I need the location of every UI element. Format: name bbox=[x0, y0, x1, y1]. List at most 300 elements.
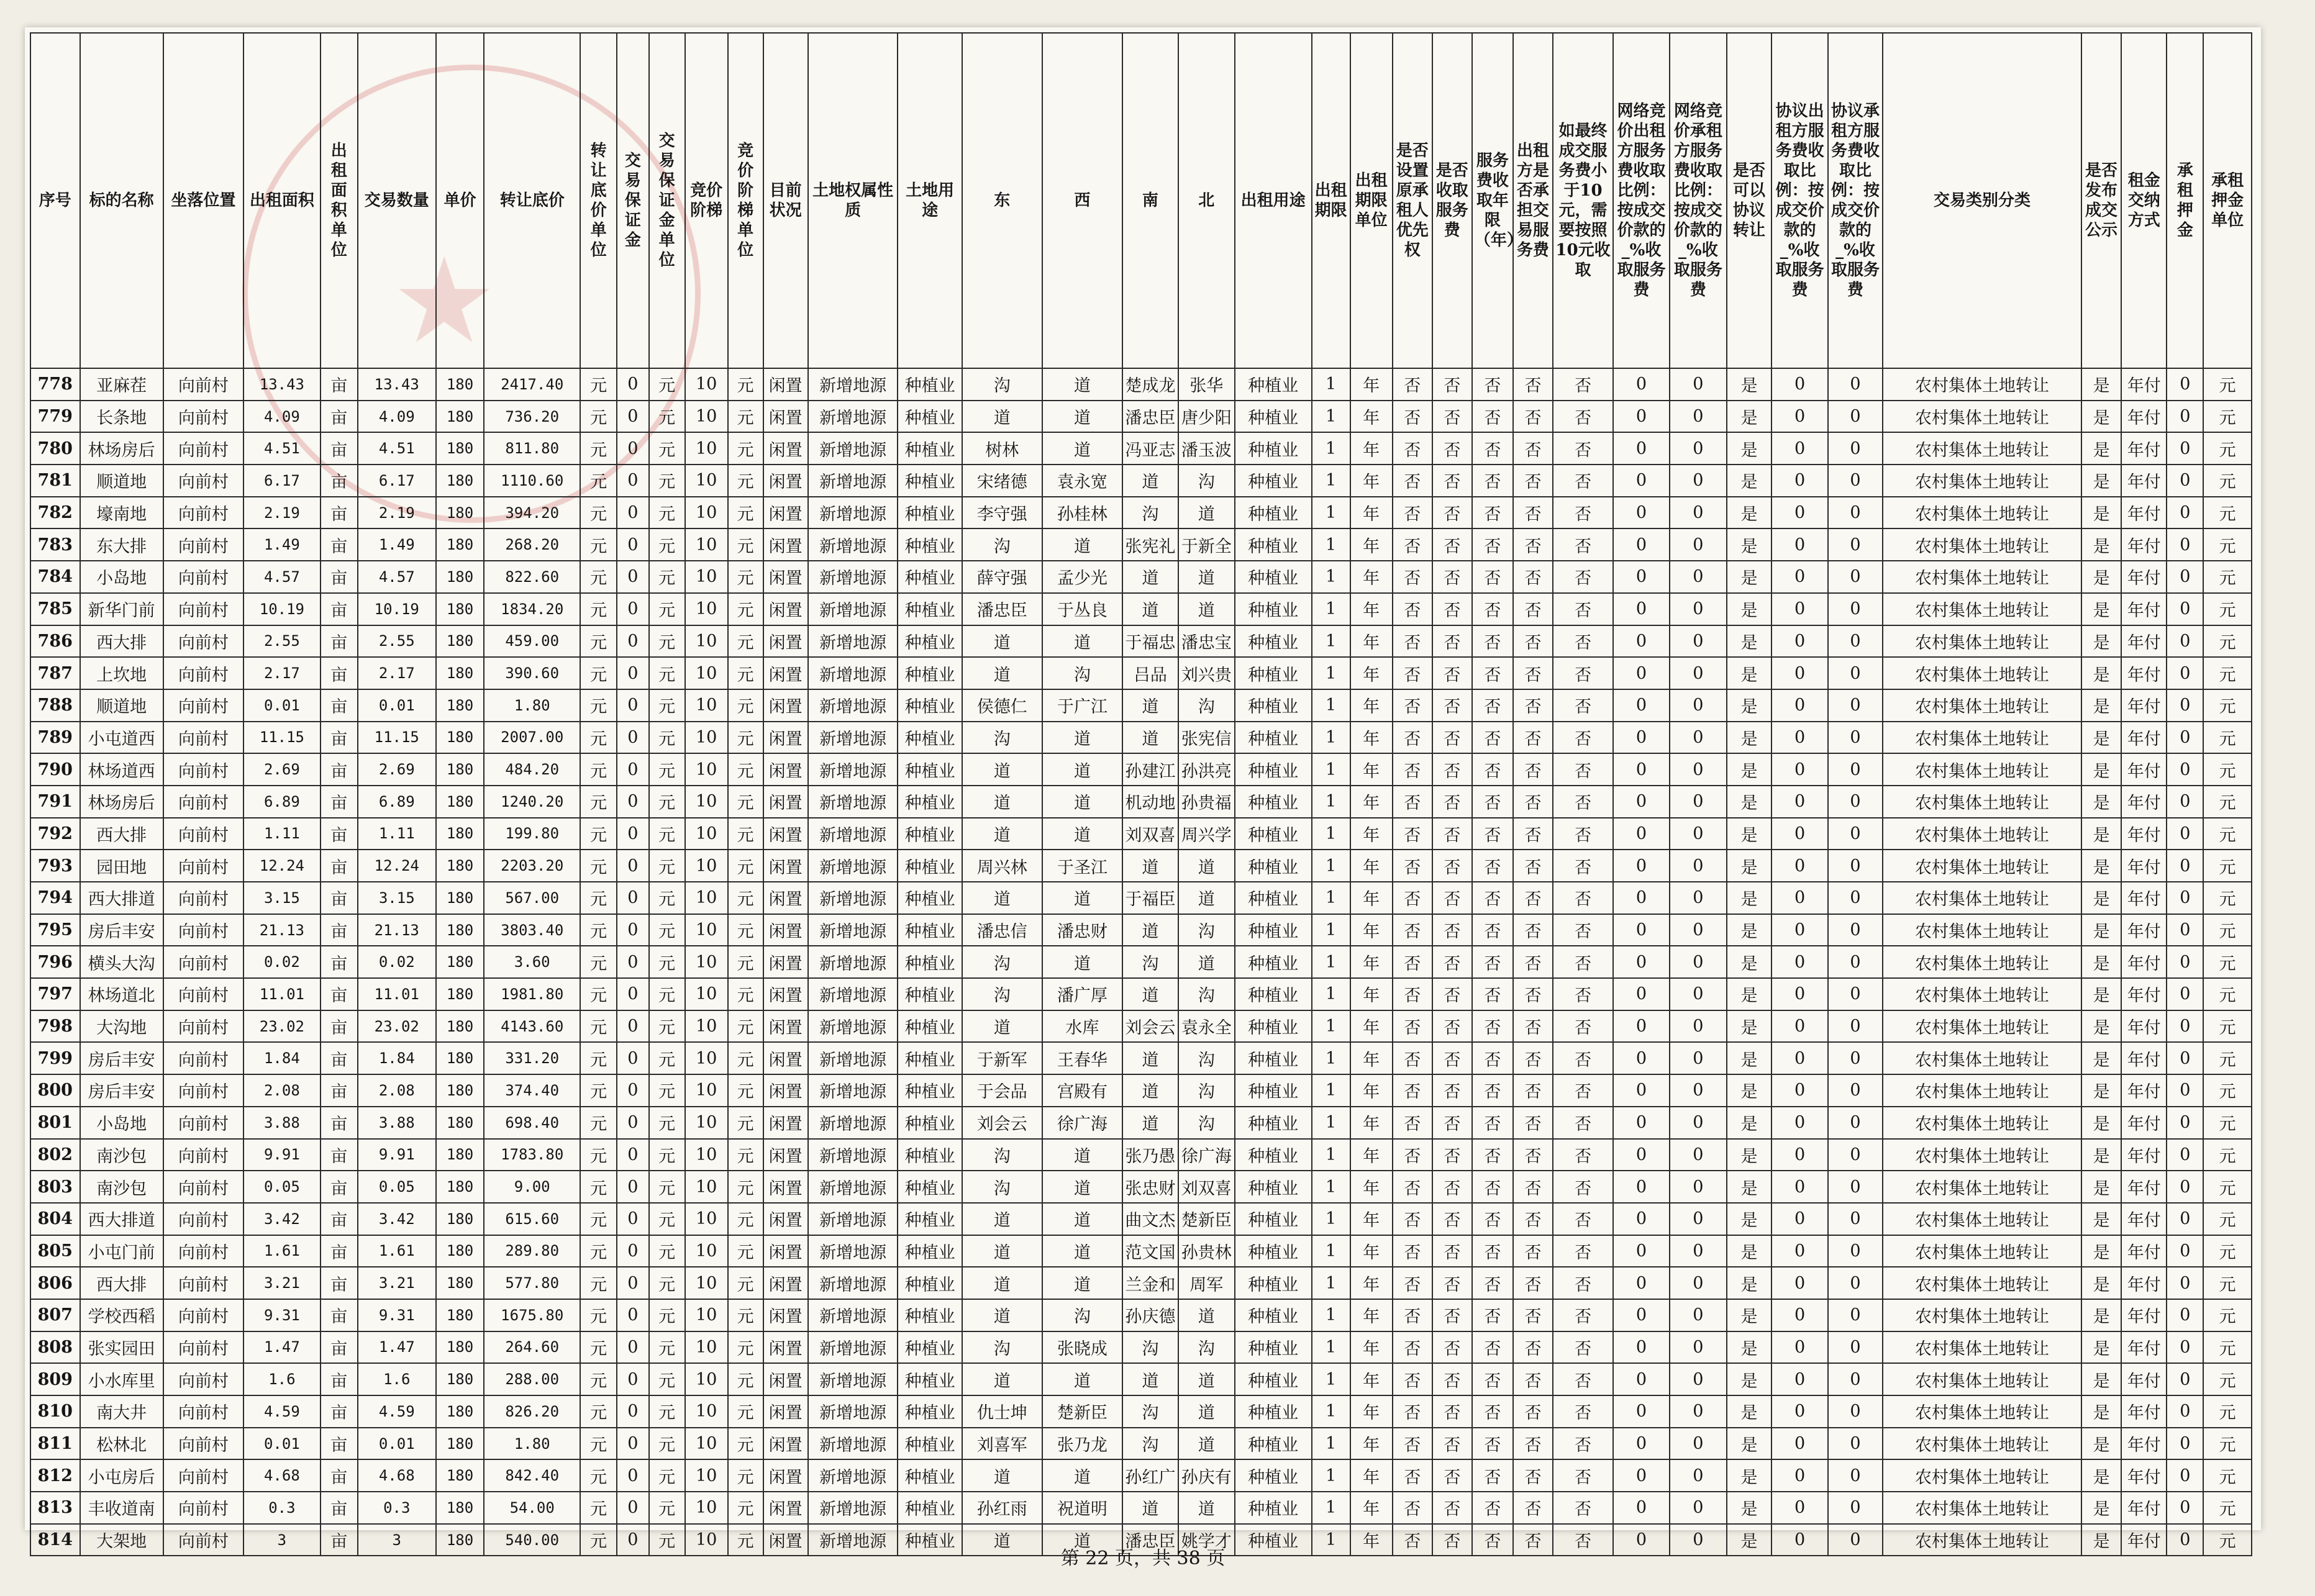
table-cell: 沟 bbox=[962, 946, 1042, 978]
table-cell: 是 bbox=[1727, 561, 1771, 593]
table-cell: 元 bbox=[649, 657, 685, 689]
table-cell: 是 bbox=[1727, 1524, 1771, 1556]
table-cell: 0 bbox=[1670, 914, 1727, 946]
table-cell: 0 bbox=[1670, 432, 1727, 465]
table-cell: 否 bbox=[1472, 401, 1513, 433]
table-cell: 0.3 bbox=[358, 1492, 436, 1524]
table-cell: 种植业 bbox=[898, 1042, 962, 1074]
table-cell: 潘忠宝 bbox=[1178, 625, 1235, 658]
table-cell: 10 bbox=[685, 432, 728, 465]
table-cell: 元 bbox=[649, 689, 685, 722]
table-cell: 0 bbox=[1828, 401, 1883, 433]
table-cell: 沟 bbox=[1178, 978, 1235, 1010]
table-cell: 1.6 bbox=[243, 1363, 321, 1395]
table-cell: 0 bbox=[1771, 786, 1828, 818]
table-cell: 是 bbox=[1727, 818, 1771, 850]
table-cell: 新增地源 bbox=[808, 561, 898, 593]
table-cell: 否 bbox=[1513, 1171, 1553, 1203]
table-cell: 否 bbox=[1513, 1524, 1553, 1556]
table-cell: 1981.80 bbox=[484, 978, 580, 1010]
table-cell: 南沙包 bbox=[80, 1171, 163, 1203]
table-cell: 道 bbox=[962, 401, 1042, 433]
table-cell: 1 bbox=[1312, 1074, 1350, 1107]
table-cell: 元 bbox=[649, 786, 685, 818]
table-cell: 是 bbox=[1727, 850, 1771, 882]
table-cell: 0 bbox=[617, 882, 649, 914]
table-cell: 元 bbox=[649, 850, 685, 882]
table-cell: 种植业 bbox=[898, 1331, 962, 1364]
table-cell: 元 bbox=[649, 528, 685, 561]
table-cell: 向前村 bbox=[163, 786, 243, 818]
table-cell: 潘忠臣 bbox=[1122, 1524, 1178, 1556]
table-cell: 向前村 bbox=[163, 657, 243, 689]
table-cell: 元 bbox=[2203, 1428, 2252, 1460]
table-cell: 否 bbox=[1393, 1010, 1432, 1043]
table-cell: 否 bbox=[1393, 818, 1432, 850]
table-cell: 0 bbox=[1670, 1492, 1727, 1524]
table-cell: 否 bbox=[1513, 432, 1553, 465]
table-cell: 薛守强 bbox=[962, 561, 1042, 593]
table-cell: 农村集体土地转让 bbox=[1883, 593, 2081, 625]
table-cell: 否 bbox=[1553, 1042, 1613, 1074]
table-cell: 种植业 bbox=[1235, 1363, 1312, 1395]
table-cell: 道 bbox=[1042, 1524, 1122, 1556]
table-cell: 0 bbox=[2167, 1299, 2203, 1331]
table-cell: 811.80 bbox=[484, 432, 580, 465]
table-cell: 元 bbox=[649, 1395, 685, 1428]
table-cell: 3.15 bbox=[358, 882, 436, 914]
table-cell: 180 bbox=[436, 1299, 484, 1331]
table-cell: 向前村 bbox=[163, 914, 243, 946]
table-cell: 元 bbox=[580, 657, 617, 689]
table-cell: 否 bbox=[1513, 497, 1553, 529]
table-cell: 10 bbox=[685, 625, 728, 658]
table-cell: 否 bbox=[1513, 1235, 1553, 1267]
table-cell: 年付 bbox=[2121, 497, 2167, 529]
table-cell: 否 bbox=[1472, 1171, 1513, 1203]
table-cell: 1 bbox=[1312, 528, 1350, 561]
table-cell: 闲置 bbox=[763, 1267, 808, 1299]
table-cell: 0 bbox=[1828, 1363, 1883, 1395]
table-cell: 元 bbox=[728, 882, 763, 914]
table-cell: 元 bbox=[580, 401, 617, 433]
table-cell: 0 bbox=[1771, 528, 1828, 561]
table-cell: 新增地源 bbox=[808, 1235, 898, 1267]
table-cell: 否 bbox=[1553, 465, 1613, 497]
table-cell: 0 bbox=[1670, 1107, 1727, 1139]
table-cell: 年 bbox=[1350, 850, 1393, 882]
table-cell: 390.60 bbox=[484, 657, 580, 689]
table-cell: 11.15 bbox=[358, 722, 436, 754]
table-cell: 0 bbox=[1613, 818, 1670, 850]
table-cell: 农村集体土地转让 bbox=[1883, 561, 2081, 593]
table-cell: 元 bbox=[2203, 1139, 2252, 1171]
table-cell: 李守强 bbox=[962, 497, 1042, 529]
table-cell: 年付 bbox=[2121, 1459, 2167, 1492]
table-cell: 新增地源 bbox=[808, 818, 898, 850]
table-cell: 0 bbox=[1613, 1171, 1670, 1203]
table-cell: 元 bbox=[2203, 850, 2252, 882]
table-cell: 元 bbox=[580, 1139, 617, 1171]
table-cell: 种植业 bbox=[1235, 1267, 1312, 1299]
table-cell: 元 bbox=[580, 1042, 617, 1074]
table-cell: 新增地源 bbox=[808, 401, 898, 433]
table-cell: 刘双喜 bbox=[1178, 1171, 1235, 1203]
table-cell: 否 bbox=[1472, 657, 1513, 689]
table-cell: 农村集体土地转让 bbox=[1883, 1203, 2081, 1235]
table-cell: 农村集体土地转让 bbox=[1883, 1171, 2081, 1203]
table-cell: 10 bbox=[685, 1492, 728, 1524]
table-cell: 0 bbox=[1613, 1428, 1670, 1460]
table-cell: 否 bbox=[1472, 722, 1513, 754]
table-cell: 否 bbox=[1393, 1139, 1432, 1171]
table-cell: 0.01 bbox=[358, 1428, 436, 1460]
table-cell: 闲置 bbox=[763, 1171, 808, 1203]
table-cell: 10 bbox=[685, 657, 728, 689]
table-cell: 新增地源 bbox=[808, 465, 898, 497]
table-cell: 0 bbox=[1670, 1428, 1727, 1460]
table-cell: 是 bbox=[1727, 786, 1771, 818]
table-cell: 783 bbox=[30, 528, 80, 561]
table-cell: 0 bbox=[617, 978, 649, 1010]
table-cell: 0 bbox=[617, 1139, 649, 1171]
table-cell: 811 bbox=[30, 1428, 80, 1460]
table-cell: 0 bbox=[1670, 465, 1727, 497]
table-cell: 壕南地 bbox=[80, 497, 163, 529]
table-cell: 年付 bbox=[2121, 689, 2167, 722]
table-cell: 180 bbox=[436, 978, 484, 1010]
table-cell: 年付 bbox=[2121, 722, 2167, 754]
table-cell: 元 bbox=[728, 1428, 763, 1460]
table-cell: 1 bbox=[1312, 1428, 1350, 1460]
table-cell: 780 bbox=[30, 432, 80, 465]
table-cell: 是 bbox=[1727, 882, 1771, 914]
table-cell: 1 bbox=[1312, 850, 1350, 882]
table-cell: 闲置 bbox=[763, 1235, 808, 1267]
table-cell: 否 bbox=[1472, 1363, 1513, 1395]
table-cell: 新增地源 bbox=[808, 1459, 898, 1492]
table-cell: 否 bbox=[1553, 786, 1613, 818]
table-cell: 否 bbox=[1472, 946, 1513, 978]
table-cell: 否 bbox=[1393, 914, 1432, 946]
table-cell: 1.6 bbox=[358, 1363, 436, 1395]
table-cell: 788 bbox=[30, 689, 80, 722]
table-cell: 0.05 bbox=[358, 1171, 436, 1203]
table-cell: 否 bbox=[1513, 1139, 1553, 1171]
column-header: 服务费收取年限（年） bbox=[1472, 33, 1513, 368]
table-cell: 是 bbox=[2081, 946, 2121, 978]
table-cell: 否 bbox=[1393, 368, 1432, 401]
table-cell: 种植业 bbox=[898, 528, 962, 561]
table-cell: 否 bbox=[1432, 1492, 1472, 1524]
column-header: 出租方是否承担交易服务费 bbox=[1513, 33, 1553, 368]
column-header: 土地权属性质 bbox=[808, 33, 898, 368]
table-cell: 闲置 bbox=[763, 786, 808, 818]
table-cell: 道 bbox=[1122, 689, 1178, 722]
table-cell: 0 bbox=[1771, 1171, 1828, 1203]
table-cell: 道 bbox=[1178, 1395, 1235, 1428]
table-cell: 道 bbox=[1178, 561, 1235, 593]
table-cell: 种植业 bbox=[1235, 368, 1312, 401]
table-cell: 1.61 bbox=[243, 1235, 321, 1267]
table-cell: 0 bbox=[1670, 786, 1727, 818]
seal-star-icon: ★ bbox=[391, 232, 498, 370]
table-cell: 道 bbox=[1042, 882, 1122, 914]
table-cell: 否 bbox=[1432, 528, 1472, 561]
table-cell: 道 bbox=[1042, 1235, 1122, 1267]
table-cell: 10 bbox=[685, 914, 728, 946]
table-cell: 否 bbox=[1432, 1107, 1472, 1139]
land-transfer-table bbox=[30, 32, 2252, 1556]
table-cell: 孙庆德 bbox=[1122, 1299, 1178, 1331]
table-cell: 0 bbox=[1771, 1395, 1828, 1428]
table-cell: 0 bbox=[1828, 753, 1883, 786]
table-cell: 9.91 bbox=[358, 1139, 436, 1171]
table-cell: 否 bbox=[1393, 689, 1432, 722]
table-cell: 180 bbox=[436, 497, 484, 529]
table-row bbox=[30, 1331, 2252, 1364]
table-cell: 亩 bbox=[321, 818, 358, 850]
table-cell: 道 bbox=[962, 786, 1042, 818]
table-cell: 是 bbox=[2081, 1492, 2121, 1524]
table-cell: 种植业 bbox=[1235, 882, 1312, 914]
table-cell: 180 bbox=[436, 1107, 484, 1139]
table-cell: 元 bbox=[2203, 1074, 2252, 1107]
table-cell: 10 bbox=[685, 946, 728, 978]
table-cell: 元 bbox=[728, 914, 763, 946]
table-cell: 1 bbox=[1312, 753, 1350, 786]
table-cell: 农村集体土地转让 bbox=[1883, 1459, 2081, 1492]
table-cell: 农村集体土地转让 bbox=[1883, 657, 2081, 689]
table-cell: 元 bbox=[2203, 625, 2252, 658]
table-cell: 否 bbox=[1553, 722, 1613, 754]
table-cell: 种植业 bbox=[898, 882, 962, 914]
table-cell: 否 bbox=[1553, 946, 1613, 978]
table-cell: 潘广厚 bbox=[1042, 978, 1122, 1010]
table-cell: 年付 bbox=[2121, 432, 2167, 465]
table-cell: 向前村 bbox=[163, 753, 243, 786]
table-cell: 0 bbox=[1613, 1074, 1670, 1107]
table-cell: 0 bbox=[2167, 528, 2203, 561]
table-cell: 0 bbox=[1670, 368, 1727, 401]
table-cell: 元 bbox=[580, 625, 617, 658]
table-cell: 元 bbox=[580, 561, 617, 593]
table-cell: 1.49 bbox=[243, 528, 321, 561]
table-cell: 0 bbox=[1771, 1235, 1828, 1267]
table-cell: 种植业 bbox=[898, 1524, 962, 1556]
table-cell: 0 bbox=[1670, 1524, 1727, 1556]
table-cell: 元 bbox=[649, 561, 685, 593]
table-cell: 道 bbox=[1042, 1363, 1122, 1395]
table-cell: 年付 bbox=[2121, 882, 2167, 914]
table-cell: 元 bbox=[649, 946, 685, 978]
table-cell: 否 bbox=[1432, 786, 1472, 818]
table-cell: 否 bbox=[1432, 1428, 1472, 1460]
table-cell: 元 bbox=[649, 1235, 685, 1267]
table-cell: 否 bbox=[1472, 1203, 1513, 1235]
table-cell: 农村集体土地转让 bbox=[1883, 1235, 2081, 1267]
table-cell: 种植业 bbox=[1235, 465, 1312, 497]
table-cell: 孙建江 bbox=[1122, 753, 1178, 786]
table-cell: 农村集体土地转让 bbox=[1883, 1363, 2081, 1395]
table-cell: 1 bbox=[1312, 1395, 1350, 1428]
table-cell: 于圣江 bbox=[1042, 850, 1122, 882]
table-cell: 9.00 bbox=[484, 1171, 580, 1203]
table-cell: 否 bbox=[1472, 625, 1513, 658]
table-cell: 0 bbox=[1613, 625, 1670, 658]
table-cell: 年付 bbox=[2121, 528, 2167, 561]
table-cell: 否 bbox=[1393, 432, 1432, 465]
table-cell: 否 bbox=[1513, 1428, 1553, 1460]
table-cell: 年付 bbox=[2121, 465, 2167, 497]
table-cell: 3.88 bbox=[243, 1107, 321, 1139]
table-cell: 6.17 bbox=[358, 465, 436, 497]
table-cell: 沟 bbox=[1122, 946, 1178, 978]
table-cell: 农村集体土地转让 bbox=[1883, 528, 2081, 561]
table-cell: 否 bbox=[1513, 1459, 1553, 1492]
table-cell: 10 bbox=[685, 368, 728, 401]
table-cell: 0 bbox=[2167, 1203, 2203, 1235]
table-cell: 种植业 bbox=[1235, 1171, 1312, 1203]
table-cell: 年 bbox=[1350, 657, 1393, 689]
table-cell: 向前村 bbox=[163, 465, 243, 497]
table-cell: 0 bbox=[1771, 497, 1828, 529]
table-cell: 180 bbox=[436, 1428, 484, 1460]
table-cell: 亩 bbox=[321, 657, 358, 689]
table-cell: 年 bbox=[1350, 1203, 1393, 1235]
table-cell: 786 bbox=[30, 625, 80, 658]
table-cell: 道 bbox=[1042, 625, 1122, 658]
table-cell: 新增地源 bbox=[808, 850, 898, 882]
table-cell: 0 bbox=[1771, 1363, 1828, 1395]
table-cell: 是 bbox=[1727, 368, 1771, 401]
table-cell: 元 bbox=[728, 722, 763, 754]
table-cell: 新增地源 bbox=[808, 1171, 898, 1203]
table-cell: 是 bbox=[1727, 528, 1771, 561]
table-cell: 3.21 bbox=[358, 1267, 436, 1299]
table-cell: 4.68 bbox=[243, 1459, 321, 1492]
table-cell: 沟 bbox=[962, 1331, 1042, 1364]
table-cell: 0.02 bbox=[243, 946, 321, 978]
table-cell: 0 bbox=[1828, 1171, 1883, 1203]
table-cell: 亩 bbox=[321, 1074, 358, 1107]
table-cell: 0 bbox=[617, 1363, 649, 1395]
table-cell: 否 bbox=[1472, 753, 1513, 786]
table-cell: 向前村 bbox=[163, 1524, 243, 1556]
table-cell: 否 bbox=[1393, 497, 1432, 529]
table-cell: 种植业 bbox=[1235, 753, 1312, 786]
table-cell: 否 bbox=[1513, 786, 1553, 818]
table-cell: 元 bbox=[2203, 368, 2252, 401]
table-cell: 西大排道 bbox=[80, 1203, 163, 1235]
column-header: 是否可以协议转让 bbox=[1727, 33, 1771, 368]
table-cell: 于丛良 bbox=[1042, 593, 1122, 625]
table-cell: 元 bbox=[2203, 786, 2252, 818]
table-cell: 元 bbox=[2203, 528, 2252, 561]
table-cell: 亩 bbox=[321, 1010, 358, 1043]
table-cell: 闲置 bbox=[763, 1492, 808, 1524]
table-cell: 曲文杰 bbox=[1122, 1203, 1178, 1235]
table-cell: 道 bbox=[962, 1235, 1042, 1267]
document-page bbox=[25, 27, 2261, 1569]
table-cell: 0 bbox=[1613, 1395, 1670, 1428]
table-cell: 是 bbox=[1727, 753, 1771, 786]
table-cell: 亩 bbox=[321, 432, 358, 465]
table-cell: 是 bbox=[2081, 689, 2121, 722]
table-cell: 是 bbox=[2081, 1299, 2121, 1331]
table-cell: 房后丰安 bbox=[80, 914, 163, 946]
table-cell: 元 bbox=[649, 1042, 685, 1074]
table-cell: 0 bbox=[1771, 753, 1828, 786]
table-cell: 元 bbox=[580, 1171, 617, 1203]
table-cell: 农村集体土地转让 bbox=[1883, 1267, 2081, 1299]
table-cell: 是 bbox=[1727, 1171, 1771, 1203]
table-cell: 180 bbox=[436, 1203, 484, 1235]
table-cell: 2.19 bbox=[358, 497, 436, 529]
table-cell: 机动地 bbox=[1122, 786, 1178, 818]
table-cell: 10 bbox=[685, 497, 728, 529]
table-cell: 张忠财 bbox=[1122, 1171, 1178, 1203]
table-cell: 1.11 bbox=[243, 818, 321, 850]
table-cell: 0 bbox=[1828, 1299, 1883, 1331]
table-cell: 否 bbox=[1553, 593, 1613, 625]
table-cell: 楚新臣 bbox=[1178, 1203, 1235, 1235]
table-cell: 年付 bbox=[2121, 914, 2167, 946]
table-cell: 0 bbox=[1828, 1203, 1883, 1235]
table-cell: 10 bbox=[685, 1395, 728, 1428]
table-row bbox=[30, 497, 2252, 529]
table-row bbox=[30, 1139, 2252, 1171]
table-cell: 否 bbox=[1393, 657, 1432, 689]
table-cell: 种植业 bbox=[898, 1139, 962, 1171]
table-cell: 0 bbox=[1771, 625, 1828, 658]
table-cell: 6.17 bbox=[243, 465, 321, 497]
table-cell: 亩 bbox=[321, 1042, 358, 1074]
table-cell: 孙桂林 bbox=[1042, 497, 1122, 529]
table-cell: 亩 bbox=[321, 1203, 358, 1235]
table-cell: 道 bbox=[1178, 497, 1235, 529]
table-cell: 是 bbox=[2081, 1331, 2121, 1364]
table-cell: 种植业 bbox=[898, 689, 962, 722]
table-cell: 种植业 bbox=[1235, 850, 1312, 882]
table-cell: 元 bbox=[580, 1010, 617, 1043]
table-cell: 0 bbox=[1670, 753, 1727, 786]
table-cell: 0 bbox=[1670, 818, 1727, 850]
table-cell: 向前村 bbox=[163, 1492, 243, 1524]
table-cell: 0 bbox=[1771, 657, 1828, 689]
table-cell: 向前村 bbox=[163, 1107, 243, 1139]
table-cell: 元 bbox=[649, 465, 685, 497]
table-cell: 是 bbox=[1727, 657, 1771, 689]
table-row bbox=[30, 1235, 2252, 1267]
table-cell: 0 bbox=[617, 561, 649, 593]
table-cell: 6.89 bbox=[243, 786, 321, 818]
table-cell: 元 bbox=[580, 1107, 617, 1139]
table-cell: 闲置 bbox=[763, 1042, 808, 1074]
table-cell: 0 bbox=[1828, 786, 1883, 818]
table-cell: 4.57 bbox=[358, 561, 436, 593]
table-cell: 亩 bbox=[321, 722, 358, 754]
table-cell: 向前村 bbox=[163, 1299, 243, 1331]
table-cell: 0 bbox=[1828, 1042, 1883, 1074]
table-cell: 0 bbox=[1613, 689, 1670, 722]
column-header: 承租押金单位 bbox=[2203, 33, 2252, 368]
table-cell: 否 bbox=[1432, 1267, 1472, 1299]
table-cell: 种植业 bbox=[898, 978, 962, 1010]
table-cell: 1.11 bbox=[358, 818, 436, 850]
table-cell: 4.57 bbox=[243, 561, 321, 593]
table-cell: 1.47 bbox=[358, 1331, 436, 1364]
